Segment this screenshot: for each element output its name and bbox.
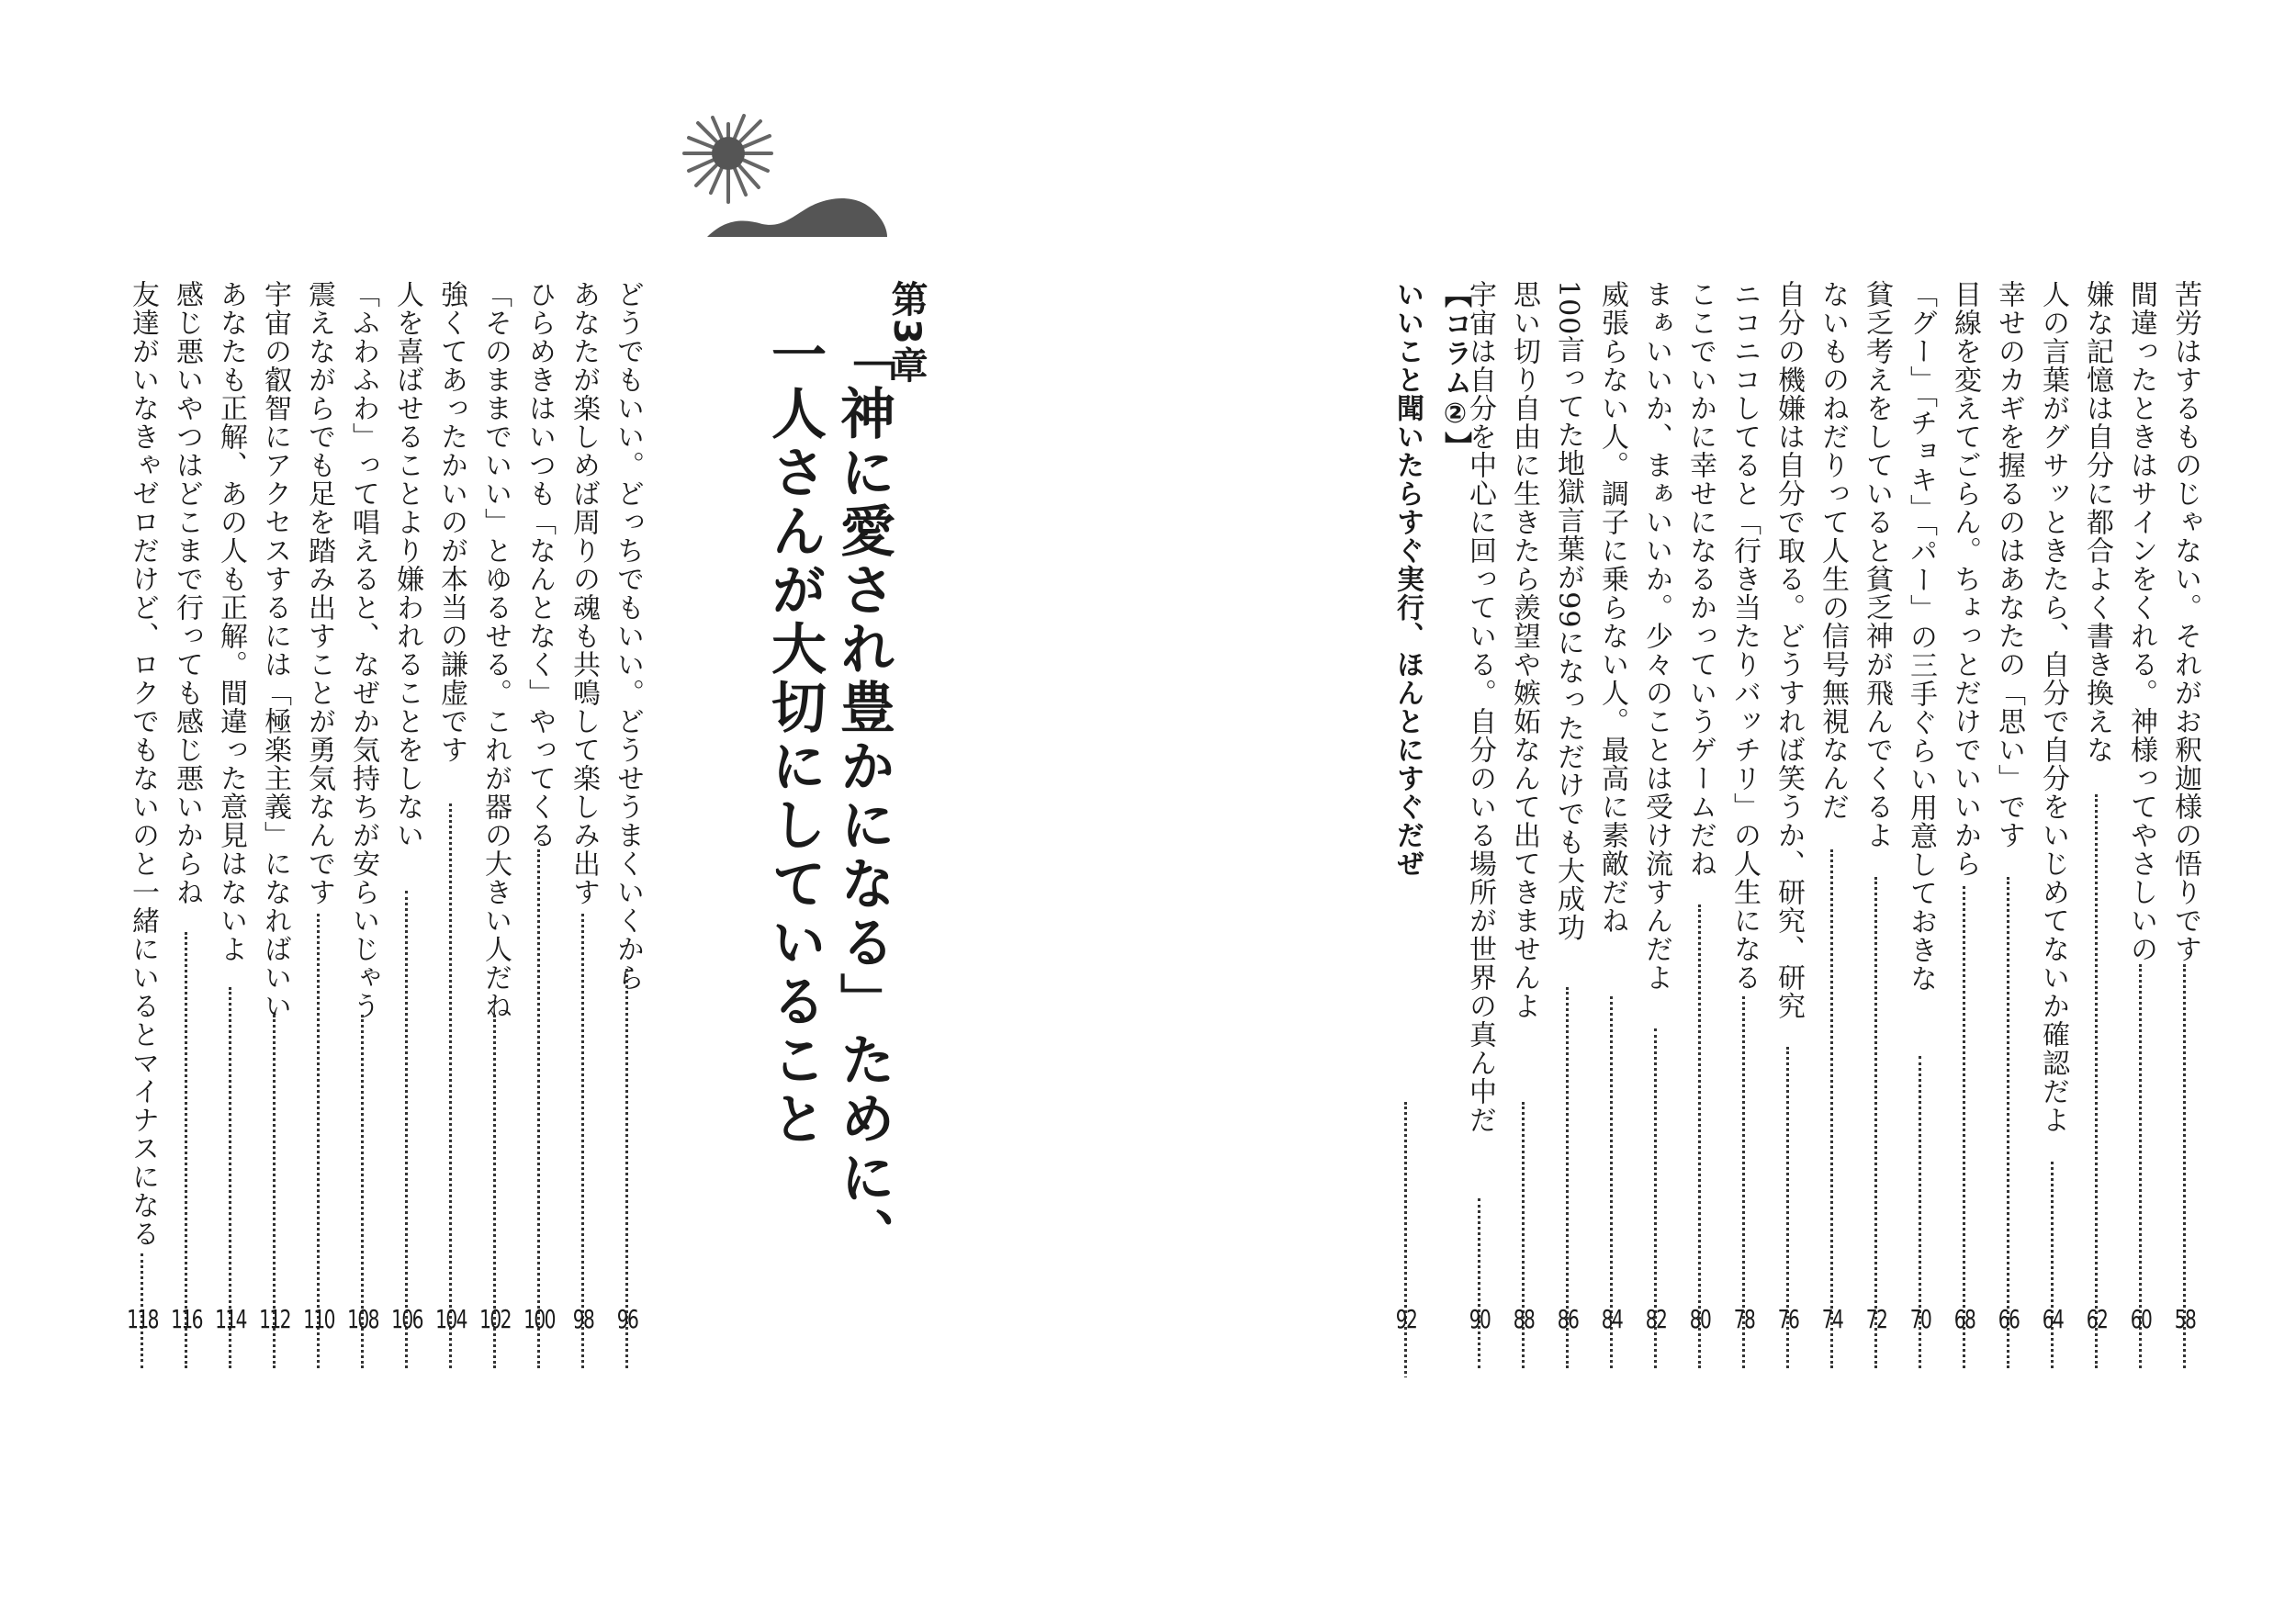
toc-entry: あなたが楽しめば周りの魂も共鳴して楽しみ出す bbox=[562, 280, 604, 1377]
toc-entry: 威張らない人。調子に乗らない人。最高に素敵だね bbox=[1591, 280, 1633, 1377]
page-number: 64 bbox=[2042, 1304, 2064, 1334]
page-number: 90 bbox=[1469, 1304, 1491, 1334]
dot-leader bbox=[1963, 886, 1968, 1368]
toc-entry: 「グー」「チョキ」「パー」の三手ぐらい用意しておきな bbox=[1899, 280, 1941, 1377]
toc-entry: 感じ悪いやつはどこまで行っても感じ悪いからね bbox=[165, 280, 208, 1377]
page-number: 106 bbox=[391, 1304, 422, 1334]
dot-leader bbox=[2051, 1162, 2056, 1368]
page-number: 84 bbox=[1601, 1304, 1623, 1334]
toc-entry: 人の言葉がグサッときたら、自分で自分をいじめてないか確認だよ bbox=[2032, 280, 2074, 1377]
page-number: 114 bbox=[215, 1304, 246, 1334]
dot-leader bbox=[185, 932, 190, 1368]
toc-entry: 思い切り自由に生きたら羨望や嫉妬なんて出てきませんよ bbox=[1503, 280, 1545, 1377]
toc-entry: 友達がいなきゃゼロだけど、ロクでもないのと一緒にいるとマイナスになる bbox=[121, 280, 163, 1377]
dot-leader bbox=[2095, 794, 2100, 1368]
dot-leader bbox=[1404, 1102, 1410, 1377]
toc-entry: 苦労はするものじゃない。それがお釈迦様の悟りです bbox=[2164, 280, 2206, 1377]
column-entry-leader-wrap bbox=[1385, 280, 1427, 1377]
chapter-title-line-2: 一人さんが大切にしていること bbox=[762, 326, 827, 1149]
toc-entry: 「そのままでいい」とゆるせる。これが器の大きい人だね bbox=[474, 280, 516, 1377]
page-number: 100 bbox=[523, 1304, 555, 1334]
toc-entry: 強くてあったかいのが本当の謙虚です bbox=[430, 280, 472, 1377]
page-number: 62 bbox=[2086, 1304, 2108, 1334]
page-number: 118 bbox=[127, 1304, 158, 1334]
toc-entry: 宇宙の叡智にアクセスするには「極楽主義」になればいい bbox=[253, 280, 296, 1377]
toc-entry: ここでいかに幸せになるかっていうゲームだね bbox=[1679, 280, 1721, 1377]
page-number: 86 bbox=[1557, 1304, 1579, 1334]
sun-disc bbox=[712, 137, 745, 170]
toc-entry: 間違ったときはサインをくれる。神様ってやさしいの bbox=[2120, 280, 2162, 1377]
page-number: 74 bbox=[1821, 1304, 1843, 1334]
sun-over-hills-illustration bbox=[670, 110, 909, 248]
dot-leader bbox=[581, 914, 587, 1368]
page-number: 80 bbox=[1689, 1304, 1711, 1334]
column-title: いいこと聞いたらすぐ実行、ほんとにすぐだぜ bbox=[1391, 280, 1424, 878]
page-number: 58 bbox=[2174, 1304, 2196, 1334]
page-number: 78 bbox=[1733, 1304, 1755, 1334]
page-number: 82 bbox=[1645, 1304, 1667, 1334]
toc-entry: まぁいいか、まぁいいか。少々のことは受け流すんだよ bbox=[1635, 280, 1677, 1377]
toc-entry: 100言ってた地獄言葉が99になっただけでも大成功 bbox=[1547, 280, 1589, 1377]
toc-entry: 震えながらでも足を踏み出すことが勇気なんです bbox=[298, 280, 340, 1377]
dot-leader bbox=[537, 849, 543, 1368]
dot-leader bbox=[317, 914, 322, 1368]
page-number: 70 bbox=[1909, 1304, 1931, 1334]
toc-entry: どうでもいい。どっちでもいい。どうせうまくいくから bbox=[606, 280, 648, 1377]
dot-leader bbox=[1698, 905, 1704, 1368]
page-number: 110 bbox=[303, 1304, 334, 1334]
column-page-number: 92 bbox=[1395, 1304, 1417, 1334]
toc-entry: ニコニコしてると「行き当たりバッチリ」の人生になる bbox=[1723, 280, 1765, 1377]
toc-entry: 目線を変えてごらん。ちょっとだけでいいから bbox=[1943, 280, 1986, 1377]
page-number: 104 bbox=[435, 1304, 467, 1334]
toc-entry: ひらめきはいつも「なんとなく」やってくる bbox=[518, 280, 560, 1377]
toc-entry: あなたも正解、あの人も正解。間違った意見はないよ bbox=[209, 280, 252, 1377]
dot-leader bbox=[2007, 877, 2012, 1368]
page-number: 96 bbox=[616, 1304, 638, 1334]
toc-entry: 「ふわふわ」って唱えると、なぜか気持ちが安らいじゃう bbox=[342, 280, 384, 1377]
dot-leader bbox=[1478, 1198, 1483, 1368]
page-number: 66 bbox=[1998, 1304, 2020, 1334]
page-number: 88 bbox=[1513, 1304, 1535, 1334]
dot-leader bbox=[449, 803, 455, 1368]
chapter-label: 第3章 bbox=[885, 280, 928, 385]
hills bbox=[707, 198, 887, 237]
dot-leader bbox=[1874, 877, 1880, 1368]
toc-entry: ないものねだりって人生の信号無視なんだ bbox=[1811, 280, 1853, 1377]
page-number: 102 bbox=[479, 1304, 511, 1334]
page-number: 76 bbox=[1777, 1304, 1799, 1334]
page-number: 72 bbox=[1865, 1304, 1887, 1334]
toc-entry: 人を喜ばせることより嫌われることをしない bbox=[386, 280, 428, 1377]
page-number: 112 bbox=[259, 1304, 290, 1334]
chapter-title-line-1: 「神に愛され豊かになる」ために、 bbox=[831, 326, 895, 1266]
toc-entry: 貧乏考えをしていると貧乏神が飛んでくるよ bbox=[1855, 280, 1897, 1377]
page-number: 108 bbox=[347, 1304, 378, 1334]
toc-entry: 幸せのカギを握るのはあなたの「思い」です bbox=[1987, 280, 2030, 1377]
column-tag: 【コラム②】 bbox=[1439, 280, 1471, 461]
dot-leader bbox=[405, 891, 411, 1368]
toc-entry: 宇宙は自分を中心に回っている。自分のいる場所が世界の真ん中だ bbox=[1458, 280, 1501, 1377]
toc-entry: 自分の機嫌は自分で取る。どうすれば笑うか、研究、研究 bbox=[1767, 280, 1809, 1377]
page-number: 98 bbox=[572, 1304, 594, 1334]
page-number: 116 bbox=[171, 1304, 202, 1334]
page-number: 60 bbox=[2130, 1304, 2152, 1334]
page-number: 68 bbox=[1953, 1304, 1975, 1334]
dot-leader bbox=[1830, 849, 1836, 1368]
toc-entry: 嫌な記憶は自分に都合よく書き換えな bbox=[2076, 280, 2118, 1377]
